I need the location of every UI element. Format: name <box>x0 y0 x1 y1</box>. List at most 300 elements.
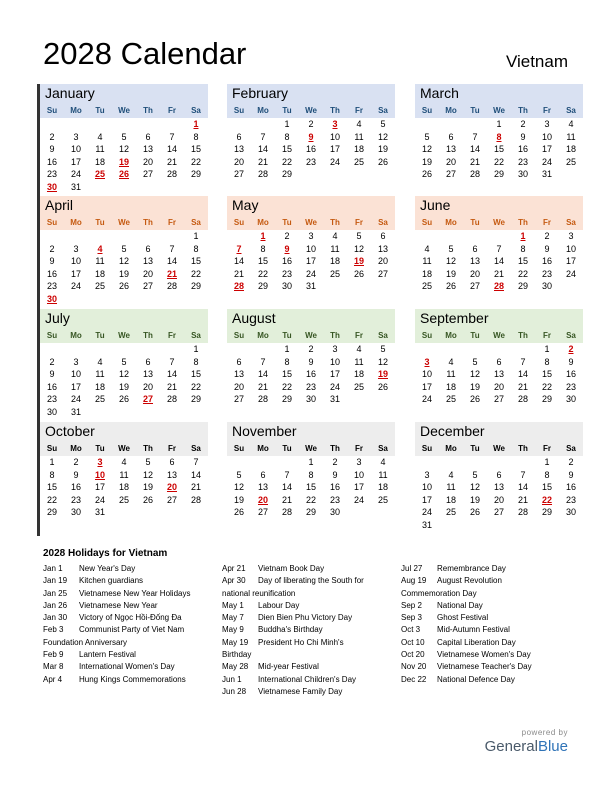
holiday-date: Jan 25 <box>43 588 68 598</box>
holiday-name: Hung Kings Commemorations <box>79 674 186 684</box>
holiday-date: Jan 30 <box>43 613 68 623</box>
day: 11 <box>446 482 456 492</box>
weekday-label: Su <box>233 106 245 115</box>
day-grid <box>415 230 583 293</box>
weekday-label: Su <box>233 218 245 227</box>
day: 6 <box>448 131 454 142</box>
day: 4 <box>332 231 338 241</box>
day: 27 <box>377 268 388 279</box>
holiday-name: President Ho Chi Minh's <box>258 637 344 647</box>
holiday-day: 8 <box>496 131 502 142</box>
day: 8 <box>260 243 266 254</box>
holiday-name: Vietnamese Women's Day <box>437 650 531 660</box>
day: 12 <box>118 256 129 266</box>
day: 18 <box>118 482 129 492</box>
holiday-date: May 19 <box>222 637 249 647</box>
day: 30 <box>281 281 292 291</box>
holiday-name: national reunification <box>222 588 296 598</box>
day: 20 <box>493 494 504 505</box>
day-grid <box>40 456 208 519</box>
empty-cell <box>227 456 251 469</box>
day: 3 <box>356 457 362 467</box>
day: 28 <box>517 394 528 404</box>
month-january <box>40 84 208 193</box>
day: 25 <box>565 156 576 167</box>
weekday-label: Th <box>518 106 528 115</box>
holiday-item <box>43 612 213 624</box>
day: 14 <box>281 482 292 492</box>
empty-cell <box>136 118 160 131</box>
day: 25 <box>94 281 105 291</box>
day: 13 <box>493 369 504 379</box>
holiday-date: Jan 1 <box>43 564 63 573</box>
day: 13 <box>166 469 177 480</box>
holiday-day: 27 <box>142 394 153 404</box>
weekday-label: Fr <box>543 444 551 453</box>
day: 22 <box>190 156 201 167</box>
day-grid <box>415 343 583 406</box>
day: 19 <box>445 268 456 279</box>
day: 18 <box>445 381 456 392</box>
holiday-item <box>43 649 213 661</box>
month-april <box>40 196 208 305</box>
day: 26 <box>118 281 129 291</box>
day: 25 <box>329 268 340 279</box>
holiday-column <box>401 563 571 686</box>
weekday-label: Fr <box>543 331 551 340</box>
day: 9 <box>544 243 550 254</box>
day: 5 <box>356 231 362 241</box>
weekday-label: Th <box>518 218 528 227</box>
day: 27 <box>142 281 153 291</box>
day: 5 <box>380 119 386 129</box>
empty-cell <box>112 230 136 243</box>
day: 30 <box>565 394 576 404</box>
weekday-label: Th <box>330 218 340 227</box>
day: 3 <box>568 231 574 241</box>
day: 14 <box>166 144 177 154</box>
day: 21 <box>166 381 177 392</box>
holiday-day: 2 <box>568 344 574 354</box>
day: 10 <box>421 482 432 492</box>
weekday-label: Mo <box>257 218 269 227</box>
weekday-label: We <box>493 444 505 453</box>
day: 2 <box>284 231 290 241</box>
day: 14 <box>166 369 177 379</box>
holiday-day: 9 <box>284 243 290 254</box>
day: 14 <box>190 469 201 480</box>
holiday-date: May 28 <box>222 662 249 672</box>
day: 12 <box>377 356 388 367</box>
holiday-item <box>43 575 213 587</box>
weekday-label: Mo <box>70 106 82 115</box>
empty-cell <box>88 118 112 131</box>
day: 3 <box>544 119 550 129</box>
empty-cell <box>251 456 275 469</box>
weekday-label: Mo <box>445 106 457 115</box>
holiday-item <box>43 661 213 673</box>
day: 14 <box>469 144 480 154</box>
day: 4 <box>121 457 127 467</box>
day: 7 <box>260 356 266 367</box>
day: 17 <box>305 256 316 266</box>
day: 19 <box>377 144 388 154</box>
weekday-label: Sa <box>191 331 201 340</box>
day: 18 <box>565 144 576 154</box>
day: 10 <box>70 369 81 379</box>
day: 31 <box>94 507 105 517</box>
weekday-header <box>40 103 208 118</box>
weekday-label: Sa <box>378 444 388 453</box>
day: 6 <box>472 243 478 254</box>
day: 4 <box>356 119 362 129</box>
day: 26 <box>469 507 480 517</box>
day: 19 <box>421 156 432 167</box>
day: 11 <box>95 144 105 154</box>
day: 4 <box>380 457 386 467</box>
day: 26 <box>377 381 388 392</box>
empty-cell <box>439 118 463 131</box>
day: 28 <box>257 169 268 179</box>
day: 18 <box>94 268 105 279</box>
day: 7 <box>169 243 175 254</box>
holiday-item <box>222 674 392 686</box>
holiday-day: 30 <box>46 293 57 304</box>
holiday-day: 21 <box>166 268 177 279</box>
day: 20 <box>445 156 456 167</box>
empty-cell <box>487 230 511 243</box>
day: 8 <box>49 469 55 480</box>
empty-cell <box>112 343 136 356</box>
empty-cell <box>415 230 439 243</box>
day: 26 <box>469 394 480 404</box>
holiday-column <box>43 563 213 686</box>
weekday-header <box>227 441 395 456</box>
day: 16 <box>70 482 81 492</box>
day: 1 <box>496 119 502 129</box>
weekday-label: Fr <box>168 218 176 227</box>
weekday-label: Fr <box>168 106 176 115</box>
day: 13 <box>233 144 244 154</box>
holiday-date: Feb 3 <box>43 625 64 635</box>
day: 29 <box>281 394 292 404</box>
empty-cell <box>40 230 64 243</box>
holiday-date: Jan 19 <box>43 576 68 586</box>
calendar-grid <box>37 84 575 536</box>
day: 19 <box>469 494 480 505</box>
holiday-date: Apr 30 <box>222 576 246 586</box>
holiday-day: 10 <box>94 469 105 480</box>
holiday-date: Aug 19 <box>401 576 427 586</box>
day: 16 <box>281 256 292 266</box>
weekday-label: Th <box>143 444 153 453</box>
holiday-day: 26 <box>118 169 129 179</box>
day: 3 <box>73 243 79 254</box>
holiday-day: 3 <box>424 356 430 367</box>
day: 9 <box>332 469 338 480</box>
month-name: September <box>415 309 583 328</box>
day: 2 <box>49 131 55 142</box>
day: 24 <box>94 494 105 505</box>
day: 11 <box>119 469 129 480</box>
empty-cell <box>40 118 64 131</box>
day: 25 <box>353 381 364 392</box>
holiday-item <box>222 649 392 661</box>
day: 15 <box>281 144 292 154</box>
weekday-label: Mo <box>445 444 457 453</box>
holiday-day: 20 <box>257 494 268 505</box>
day: 23 <box>305 381 316 392</box>
empty-cell <box>415 456 439 469</box>
holiday-day: 3 <box>97 457 103 467</box>
holiday-name: Commemoration Day <box>401 588 477 598</box>
day: 4 <box>568 119 574 129</box>
holiday-item <box>401 600 571 612</box>
month-july <box>40 309 208 418</box>
holiday-day: 25 <box>94 169 105 179</box>
holiday-name: New Year's Day <box>79 564 136 573</box>
day: 9 <box>49 369 55 379</box>
day: 19 <box>233 494 244 505</box>
weekday-label: We <box>118 218 130 227</box>
empty-cell <box>136 230 160 243</box>
day: 21 <box>517 494 528 505</box>
month-name: August <box>227 309 395 328</box>
day: 10 <box>305 243 316 254</box>
day: 10 <box>329 131 340 142</box>
day: 26 <box>353 268 364 279</box>
day: 24 <box>565 268 576 279</box>
day-grid <box>227 118 395 181</box>
day: 20 <box>233 381 244 392</box>
day: 11 <box>354 131 364 142</box>
day: 23 <box>46 394 57 404</box>
day: 3 <box>73 131 79 142</box>
day: 26 <box>118 394 129 404</box>
day: 7 <box>520 356 526 367</box>
day: 24 <box>421 394 432 404</box>
day: 25 <box>377 494 388 505</box>
weekday-label: Sa <box>566 218 576 227</box>
holiday-date: Sep 2 <box>401 600 422 610</box>
weekday-label: Tu <box>470 218 480 227</box>
weekday-label: We <box>305 331 317 340</box>
day: 9 <box>308 356 314 367</box>
day: 6 <box>145 131 151 142</box>
weekday-label: Sa <box>191 218 201 227</box>
day: 6 <box>236 356 242 367</box>
holiday-date: Nov 20 <box>401 662 427 672</box>
day: 15 <box>190 369 201 379</box>
day: 29 <box>190 394 201 404</box>
day: 26 <box>421 169 432 179</box>
empty-cell <box>463 343 487 356</box>
day-grid <box>40 118 208 193</box>
day: 23 <box>565 381 576 392</box>
holiday-day: 28 <box>233 281 244 291</box>
day: 29 <box>305 507 316 517</box>
day: 13 <box>493 482 504 492</box>
weekday-label: Th <box>518 444 528 453</box>
day: 21 <box>190 482 201 492</box>
day: 23 <box>46 281 57 291</box>
day: 4 <box>356 344 362 354</box>
day: 8 <box>193 356 199 367</box>
day: 7 <box>496 243 502 254</box>
day: 5 <box>472 356 478 367</box>
day-grid <box>227 343 395 406</box>
day: 22 <box>190 268 201 279</box>
day: 5 <box>121 243 127 254</box>
brand-name: GeneralBlue <box>484 738 568 755</box>
holiday-item <box>401 575 571 587</box>
holiday-item <box>222 661 392 673</box>
day: 16 <box>46 381 57 392</box>
holiday-name: Mid-Autumn Festival <box>437 625 510 635</box>
month-november <box>227 422 395 519</box>
day: 5 <box>121 356 127 367</box>
day: 12 <box>233 482 244 492</box>
weekday-label: Tu <box>95 106 105 115</box>
empty-cell <box>251 343 275 356</box>
holiday-name: Foundation Anniversary <box>43 637 128 647</box>
month-october <box>40 422 208 519</box>
month-name: November <box>227 422 395 441</box>
month-name: December <box>415 422 583 441</box>
day: 8 <box>308 469 314 480</box>
month-name: July <box>40 309 208 328</box>
weekday-label: Mo <box>257 106 269 115</box>
day: 24 <box>305 268 316 279</box>
day: 23 <box>46 169 57 179</box>
weekday-label: Sa <box>566 331 576 340</box>
holiday-day: 3 <box>332 119 338 129</box>
weekday-label: Fr <box>355 106 363 115</box>
day: 13 <box>142 256 153 266</box>
empty-cell <box>64 230 88 243</box>
weekday-header <box>40 328 208 343</box>
day: 3 <box>332 344 338 354</box>
weekday-label: We <box>305 106 317 115</box>
day: 28 <box>190 494 201 505</box>
day: 21 <box>517 381 528 392</box>
day-grid <box>40 230 208 305</box>
weekday-label: Su <box>46 218 58 227</box>
holiday-item <box>222 575 392 587</box>
day: 30 <box>541 281 552 291</box>
day: 5 <box>472 469 478 480</box>
month-august <box>227 309 395 406</box>
day: 29 <box>281 169 292 179</box>
day: 12 <box>142 469 153 480</box>
holiday-date: Jul 27 <box>401 564 423 573</box>
day: 23 <box>70 494 81 505</box>
empty-cell <box>112 118 136 131</box>
holiday-day: 19 <box>377 369 388 379</box>
day: 27 <box>445 169 456 179</box>
day: 17 <box>329 144 340 154</box>
weekday-label: Su <box>233 331 245 340</box>
weekday-label: Tu <box>282 331 292 340</box>
day: 24 <box>421 507 432 517</box>
empty-cell <box>88 230 112 243</box>
day: 17 <box>353 482 364 492</box>
weekday-label: Su <box>421 218 433 227</box>
weekday-label: We <box>493 331 505 340</box>
day: 15 <box>517 256 528 266</box>
holiday-item <box>401 649 571 661</box>
day: 29 <box>190 169 201 179</box>
day: 16 <box>565 482 576 492</box>
weekday-label: Tu <box>470 444 480 453</box>
day: 18 <box>421 268 432 279</box>
weekday-label: Su <box>421 331 433 340</box>
holiday-name: Dien Bien Phu Victory Day <box>258 613 353 623</box>
weekday-label: Fr <box>355 218 363 227</box>
day: 2 <box>308 119 314 129</box>
holiday-item <box>222 686 392 698</box>
day: 27 <box>166 494 177 505</box>
weekday-label: Su <box>233 444 245 453</box>
day-grid <box>415 456 583 531</box>
weekday-label: Th <box>330 106 340 115</box>
day: 1 <box>544 344 550 354</box>
day: 15 <box>257 256 268 266</box>
weekday-label: Tu <box>95 218 105 227</box>
day: 24 <box>329 156 340 167</box>
empty-cell <box>136 343 160 356</box>
day: 6 <box>380 231 386 241</box>
holiday-name: Vietnamese Teacher's Day <box>437 662 532 672</box>
day: 9 <box>73 469 79 480</box>
day: 16 <box>517 144 528 154</box>
day: 16 <box>329 482 340 492</box>
day: 10 <box>353 469 364 480</box>
day: 7 <box>169 356 175 367</box>
day: 15 <box>46 482 57 492</box>
day: 20 <box>469 268 480 279</box>
day: 18 <box>329 256 340 266</box>
day: 1 <box>49 457 55 467</box>
day: 2 <box>568 457 574 467</box>
day: 24 <box>329 381 340 392</box>
day: 6 <box>260 469 266 480</box>
weekday-label: We <box>493 106 505 115</box>
weekday-label: Fr <box>168 444 176 453</box>
holiday-item <box>401 588 571 600</box>
day: 19 <box>469 381 480 392</box>
day: 4 <box>448 469 454 480</box>
holiday-date: Jun 28 <box>222 686 247 696</box>
day: 17 <box>70 268 81 279</box>
day: 24 <box>70 281 81 291</box>
day: 19 <box>118 268 129 279</box>
weekday-label: Mo <box>257 444 269 453</box>
day: 9 <box>568 356 574 367</box>
day: 21 <box>257 156 268 167</box>
day-grid <box>415 118 583 181</box>
day: 23 <box>305 156 316 167</box>
empty-cell <box>88 343 112 356</box>
holiday-date: Oct 20 <box>401 650 425 660</box>
holiday-item <box>43 600 213 612</box>
day: 13 <box>257 482 268 492</box>
holiday-item <box>401 661 571 673</box>
day: 12 <box>421 144 432 154</box>
weekday-label: Th <box>143 106 153 115</box>
holiday-item <box>43 637 213 649</box>
weekday-label: We <box>118 331 130 340</box>
